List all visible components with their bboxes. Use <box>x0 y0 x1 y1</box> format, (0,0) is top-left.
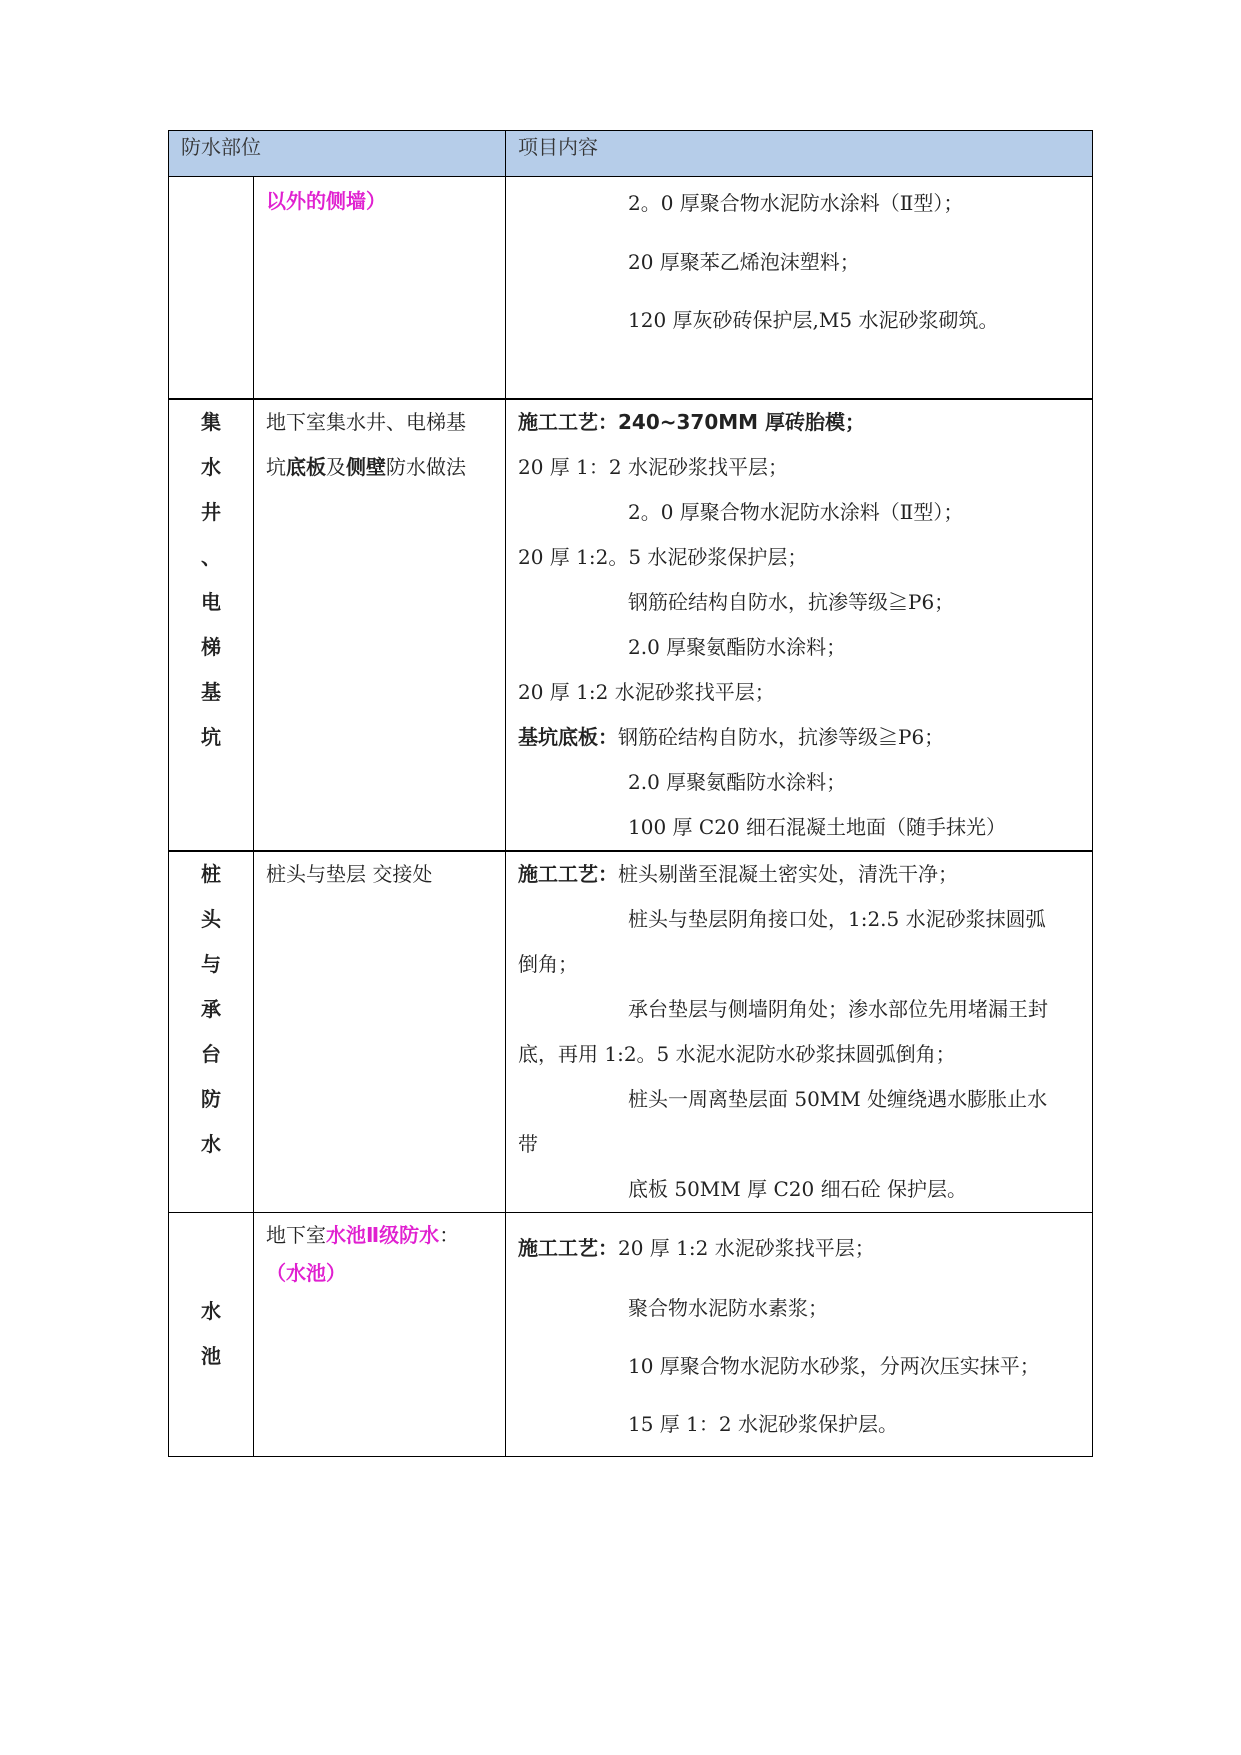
table-header-row <box>169 131 1093 177</box>
table-row <box>169 851 1093 1213</box>
part-cell: 桩头与垫层 交接处 <box>254 851 506 1213</box>
header-part: 防水部位 <box>169 131 506 177</box>
category-cell <box>169 177 254 399</box>
content-cell: 施工工艺：桩头剔凿至混凝土密实处，清洗干净； 桩头与垫层阴角接口处，1:2.5 水泥砂浆抹圆弧 倒角； 承台垫层与侧墙阴角处；渗水部位先用堵漏王封 底，再用 1:2。5 水泥水泥防水砂浆抹圆弧倒角； 桩头一周离垫层面 50MM 处缠绕遇水膨胀止水 带 底板 50MM 厚 C20 细石砼 保护层。 <box>506 851 1093 1213</box>
category-cell: 集 水 井 、 电 梯 基 坑 <box>169 399 254 851</box>
category-cell: 桩 头 与 承 台 防 水 <box>169 851 254 1213</box>
waterproofing-table <box>168 130 1093 1457</box>
part-cell: 地下室集水井、电梯基 坑底板及侧壁防水做法 <box>254 399 506 851</box>
part-cell: 地下室水池Ⅱ级防水： （水池） <box>254 1212 506 1456</box>
content-cell: 2。0 厚聚合物水泥防水涂料（Ⅱ型）； 20 厚聚苯乙烯泡沫塑料； 120 厚灰砂砖保护层,M5 水泥砂浆砌筑。 <box>506 177 1093 399</box>
header-content: 项目内容 <box>506 131 1093 177</box>
table-row <box>169 177 1093 399</box>
category-cell: 水 池 <box>169 1212 254 1456</box>
table-row <box>169 1212 1093 1456</box>
content-cell: 施工工艺：240~370MM 厚砖胎模； 20 厚 1：2 水泥砂浆找平层； 2。0 厚聚合物水泥防水涂料（Ⅱ型）； 20 厚 1:2。5 水泥砂浆保护层； 钢筋砼结构自防水，抗渗等级≧P6； 2.0 厚聚氨酯防水涂料； 20 厚 1:2 水泥砂浆找平层； 基坑底板：钢筋砼结构自防水，抗渗等级≧P6； 2.0 厚聚氨酯防水涂料； 100 厚 C20 细石混凝土地面（随手抹光） <box>506 399 1093 851</box>
content-cell: 施工工艺：20 厚 1:2 水泥砂浆找平层； 聚合物水泥防水素浆； 10 厚聚合物水泥防水砂浆，分两次压实抹平； 15 厚 1：2 水泥砂浆保护层。 <box>506 1212 1093 1456</box>
part-cell <box>254 177 506 399</box>
table-row <box>169 399 1093 851</box>
part-text: 以外的侧墙） <box>266 189 386 213</box>
